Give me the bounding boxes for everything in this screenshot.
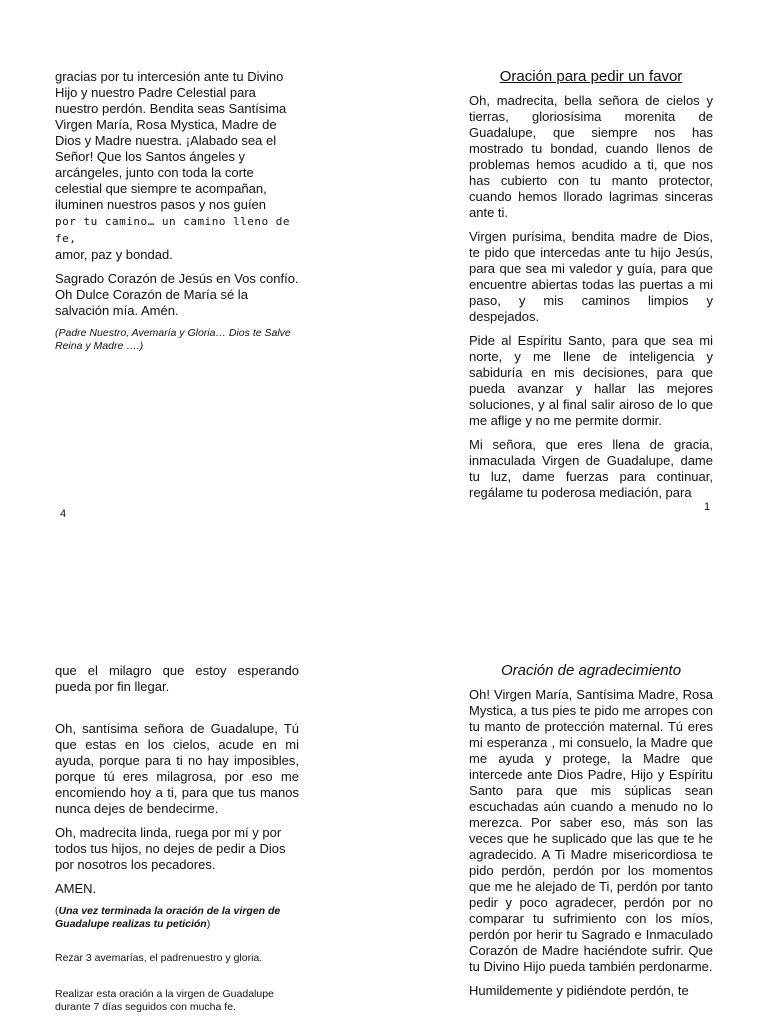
page-2-petition-note: (Una vez terminada la oración de la virgen de Guadalupe realizas tu petición) xyxy=(55,905,281,930)
page-number-1: 1 xyxy=(704,501,711,513)
page-3-column xyxy=(469,663,713,999)
page-4-paragraph-1: gracias por tu intercesión ante tu Divino Hijo y nuestro Padre Celestial para nuestro perdón. Bendita seas Santísima Virgen María, Rosa Mystica, Madre de Dios y Madre nuestra. ¡Alabado sea el Señor! Que los Santos ángeles y arcángeles, junto con toda la corte celestial que siempre te acompañan, iluminen nuestros pasos y nos guíen por tu camino… un camino lleno de fe, amor, paz y bondad. xyxy=(55,69,291,262)
page-2-instruction-1: Rezar 3 avemarías, el padrenuestro y gloria. xyxy=(55,952,263,964)
page-2-paragraph-3: Oh, madrecita linda, ruega por mí y por todos tus hijos, no dejes de pedir a Dios por nosotros los pecadores. xyxy=(55,825,286,872)
page-4-column xyxy=(55,69,299,353)
page-1-paragraph-4: Mi señora, que eres llena de gracia, inmaculada Virgen de Guadalupe, dame tu luz, dame fuerzas para continuar, regálame tu poderosa mediación, para xyxy=(469,437,713,500)
page-1-column xyxy=(469,69,713,501)
page-number-4: 4 xyxy=(60,508,67,520)
page-2-amen: AMEN. xyxy=(55,881,97,896)
page-1-paragraph-1: Oh, madrecita, bella señora de cielos y tierras, gloriosísima morenita de Guadalupe, que siempre nos has mostrado tu bondad, cuando llenos de problemas hemos acudido a ti, que nos has cubierto con tu manto protector, cuando hemos llorado lagrimas sinceras ante ti. xyxy=(469,93,713,220)
page-3-title: Oración de agradecimiento xyxy=(500,662,682,679)
page-1-paragraph-3: Pide al Espíritu Santo, para que sea mi norte, y me llene de inteligencia y sabiduría en mis decisiones, para que pueda avanzar y hallar las mejores soluciones, y al final salir airoso de lo que me aflige y no me permite dormir. xyxy=(469,333,713,428)
page-3-paragraph-1: Oh! Virgen María, Santísima Madre, Rosa Mystica, a tus pies te pido me arropes con tu manto de protección maternal. Tú eres mi esperanza , mi consuelo, la Madre que me ayuda y protege, la Madre que intercede ante Dios Padre, Hijo y Espíritu Santo para que mis súplicas sean escuchadas aún cuando a menudo no lo merezca. Por saber eso, más son las veces que he suplicado que las que te he agradecido. A Ti Madre misericordiosa te pido perdón, perdón por los momentos que me he alejado de Ti, perdón por tanto pedir y poco agradecer, perdón por no comparar tu sufrimiento con los míos, perdón por herir tu Sagrado e Inmaculado Corazón de Madre haciéndote sufrir. Que tu Divino Hijo pueda también perdonarme. xyxy=(469,687,713,974)
page-1-paragraph-2: Virgen purísima, bendita madre de Dios, te pido que intercedas ante tu hijo Jesús, para que sea mi valedor y guía, para que encuentre abiertas todas las puertas a mi paso, y mis caminos limpios y despejados. xyxy=(469,229,713,324)
page-2-paragraph-2: Oh, santísima señora de Guadalupe, Tú que estas en los cielos, acude en mi ayuda, porque para ti no hay imposibles, porque tú eres milagrosa, por eso me encomiendo hoy a ti, para que tus manos nunca dejes de bendecirme. xyxy=(55,721,299,816)
page-2-column xyxy=(55,663,299,1014)
page-1-title: Oración para pedir un favor xyxy=(499,68,683,85)
page-2-paragraph-1: que el milagro que estoy esperando pueda por fin llegar. xyxy=(55,663,299,694)
page-4-prayer-note: (Padre Nuestro, Avemaría y Gloria… Dios te Salve Reina y Madre ….) xyxy=(55,327,291,352)
page-4-paragraph-2: Sagrado Corazón de Jesús en Vos confío. Oh Dulce Corazón de María sé la salvación mía. Amén. xyxy=(55,271,299,318)
page-3-paragraph-2: Humildemente y pidiéndote perdón, te xyxy=(469,983,689,998)
page-2-instruction-2: Realizar esta oración a la virgen de Guadalupe durante 7 días seguidos con mucha fe. xyxy=(55,988,274,1013)
